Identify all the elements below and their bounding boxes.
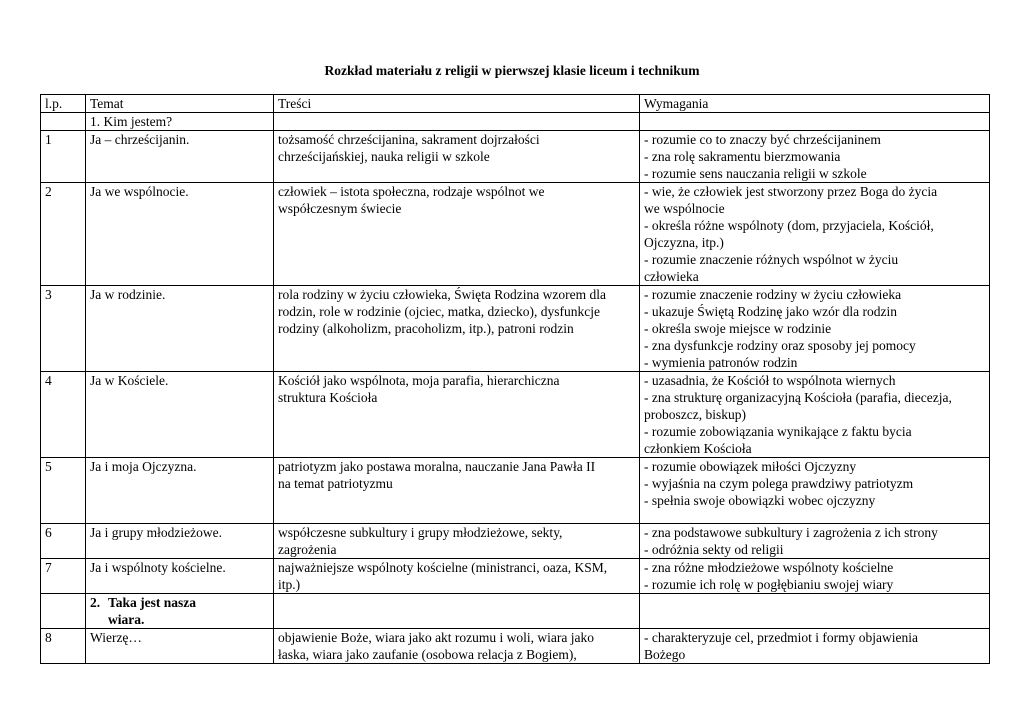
row-tresci: najważniejsze wspólnoty kościelne (ministranci, oaza, KSM, itp.) (274, 559, 640, 594)
row-wymagania: - zna różne młodzieżowe wspólnoty kościelne - rozumie ich rolę w pogłębianiu swojej wiary (640, 559, 990, 594)
row-wymagania: - rozumie obowiązek miłości Ojczyzny - wyjaśnia na czym polega prawdziwy patriotyzm - spełnia swoje obowiązki wobec ojczyzny (640, 458, 990, 524)
row-temat: Ja w Kościele. (86, 372, 274, 458)
row-temat: Ja we wspólnocie. (86, 183, 274, 286)
row-tresci: współczesne subkultury i grupy młodzieżowe, sekty, zagrożenia (274, 524, 640, 559)
row-temat: Ja i grupy młodzieżowe. (86, 524, 274, 559)
curriculum-table (40, 94, 990, 664)
row-number: 6 (41, 524, 86, 559)
row-tresci: Kościół jako wspólnota, moja parafia, hierarchiczna struktura Kościoła (274, 372, 640, 458)
row-wymagania: - zna podstawowe subkultury i zagrożenia z ich strony - odróżnia sekty od religii (640, 524, 990, 559)
table-row (41, 524, 990, 559)
row-wymagania: - wie, że człowiek jest stworzony przez Boga do życia we wspólnocie - określa różne wspólnoty (dom, przyjaciela, Kościół, Ojczyzna, itp.) - rozumie znaczenie różnych wspólnot w życiu człowieka (640, 183, 990, 286)
row-wymagania: - rozumie znaczenie rodziny w życiu człowieka - ukazuje Świętą Rodzinę jako wzór dla rodzin - określa swoje miejsce w rodzinie - zna dysfunkcje rodziny oraz sposoby jej pomocy - wymienia patronów rodzin (640, 286, 990, 372)
row-number: 4 (41, 372, 86, 458)
row-number: 5 (41, 458, 86, 524)
table-row (41, 286, 990, 372)
row-wymagania: - rozumie co to znaczy być chrześcijaninem - zna rolę sakramentu bierzmowania - rozumie sens nauczania religii w szkole (640, 131, 990, 183)
row-temat: Ja i wspólnoty kościelne. (86, 559, 274, 594)
row-temat: Ja – chrześcijanin. (86, 131, 274, 183)
header-tresci: Treści (274, 95, 640, 113)
header-temat: Temat (86, 95, 274, 113)
section-title: 2. Taka jest nasza wiara. (86, 594, 274, 629)
table-row (41, 372, 990, 458)
table-row (41, 458, 990, 524)
row-temat: Wierzę… (86, 629, 274, 664)
row-number: 2 (41, 183, 86, 286)
row-wymagania: - charakteryzuje cel, przedmiot i formy objawienia Bożego (640, 629, 990, 664)
document-title: Rozkład materiału z religii w pierwszej klasie liceum i technikum (324, 63, 700, 78)
row-number: 1 (41, 131, 86, 183)
section-title: 1. Kim jestem? (86, 113, 274, 131)
table-row (41, 183, 990, 286)
row-temat: Ja w rodzinie. (86, 286, 274, 372)
table-header-row (41, 95, 990, 113)
row-number: 8 (41, 629, 86, 664)
section-row (41, 594, 990, 629)
table-row (41, 559, 990, 594)
header-lp: l.p. (41, 95, 86, 113)
table-row (41, 131, 990, 183)
row-tresci: człowiek – istota społeczna, rodzaje wspólnot we współczesnym świecie (274, 183, 640, 286)
table-row (41, 629, 990, 664)
row-number: 7 (41, 559, 86, 594)
row-number: 3 (41, 286, 86, 372)
row-temat: Ja i moja Ojczyzna. (86, 458, 274, 524)
row-tresci: objawienie Boże, wiara jako akt rozumu i woli, wiara jako łaska, wiara jako zaufanie (osobowa relacja z Bogiem), (274, 629, 640, 664)
row-tresci: rola rodziny w życiu człowieka, Święta Rodzina wzorem dla rodzin, role w rodzinie (ojciec, matka, dziecko), dysfunkcje rodziny (alkoholizm, pracoholizm, itp.), patroni rodzin (274, 286, 640, 372)
section-row (41, 113, 990, 131)
row-tresci: tożsamość chrześcijanina, sakrament dojrzałości chrześcijańskiej, nauka religii w szkole (274, 131, 640, 183)
header-wymagania: Wymagania (640, 95, 990, 113)
row-wymagania: - uzasadnia, że Kościół to wspólnota wiernych - zna strukturę organizacyjną Kościoła (parafia, diecezja, proboszcz, biskup) - rozumie zobowiązania wynikające z faktu bycia członkiem Kościoła (640, 372, 990, 458)
row-tresci: patriotyzm jako postawa moralna, nauczanie Jana Pawła II na temat patriotyzmu (274, 458, 640, 524)
